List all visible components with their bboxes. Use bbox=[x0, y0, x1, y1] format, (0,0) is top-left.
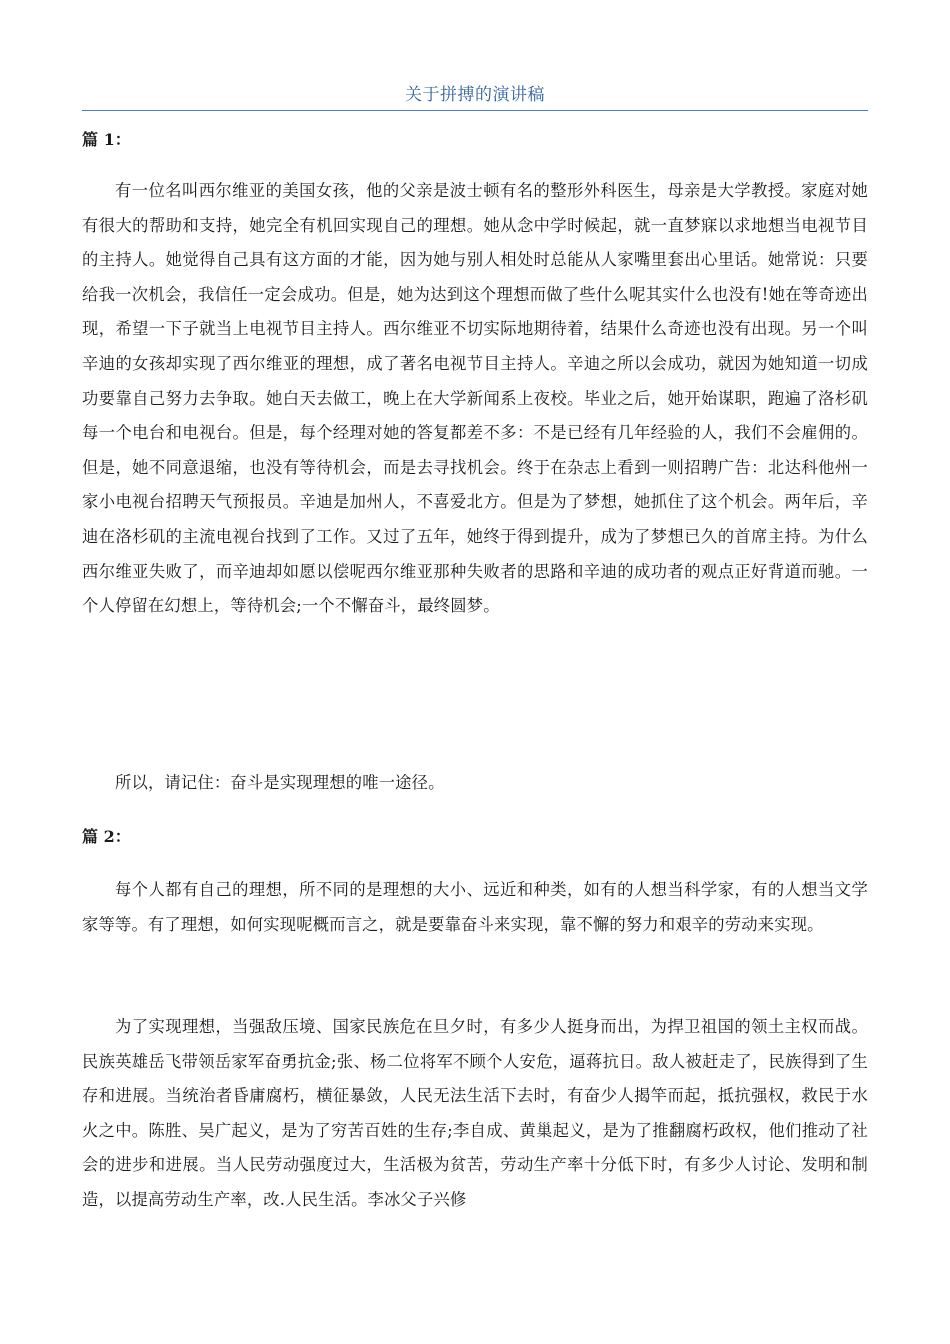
paragraph: 所以，请记住：奋斗是实现理想的唯一途径。 bbox=[115, 773, 445, 792]
document-header bbox=[82, 82, 868, 111]
document-title: 关于拼搏的演讲稿 bbox=[405, 85, 545, 105]
paragraph: 有一位名叫西尔维亚的美国女孩，他的父亲是波士顿有名的整形外科医生，母亲是大学教授。家庭对她有很大的帮助和支持，她完全有机回实现自己的理想。她从念中学时候起，就一直梦寐以求地想当电视节目的主持人。她觉得自己具有这方面的才能，因为她与别人相处时总能从人家嘴里套出心里话。她常说：只要给我一次机会，我信任一定会成功。但是，她为达到这个理想而做了些什么呢其实什么也没有!她在等奇迹出现，希望一下子就当上电视节目主持人。西尔维亚不切实际地期待着，结果什么奇迹也没有出现。另一个叫辛迪的女孩却实现了西尔维亚的理想，成了著名电视节目主持人。辛迪之所以会成功，就因为她知道一切成功要靠自己努力去争取。她白天去做工，晚上在大学新闻系上夜校。毕业之后，她开始谋职，跑遍了洛杉矶每一个电台和电视台。但是，每个经理对她的答复都差不多：不是已经有几年经验的人，我们不会雇佣的。但是，她不同意退缩，也没有等待机会，而是去寻找机会。终于在杂志上看到一则招聘广告：北达科他州一家小电视台招聘天气预报员。辛迪是加州人，不喜爱北方。但是为了梦想，她抓住了这个机会。两年后，辛迪在洛杉矶的主流电视台找到了工作。又过了五年，她终于得到提升，成为了梦想已久的首席主持。为什么西尔维亚失败了，而辛迪却如愿以偿呢西尔维亚那种失败者的思路和辛迪的成功者的观点正好背道而驰。一个人停留在幻想上，等待机会;一个不懈奋斗，最终圆梦。 bbox=[82, 181, 868, 616]
section-heading-1: 篇 1： bbox=[82, 130, 131, 149]
paragraph: 为了实现理想，当强敌压境、国家民族危在旦夕时，有多少人挺身而出，为捍卫祖国的领土主权而战。民族英雄岳飞带领岳家军奋勇抗金;张、杨二位将军不顾个人安危，逼蒋抗日。敌人被赶走了，民族得到了生存和进展。当统治者昏庸腐朽，横征暴敛，人民无法生活下去时，有奋少人揭竿而起，抵抗强权，救民于水火之中。陈胜、吴广起义，是为了穷苦百姓的生存;李自成、黄巢起义，是为了推翻腐朽政权，他们推动了社会的进步和进展。当人民劳动强度过大，生活极为贫苦，劳动生产率十分低下时，有多少人讨论、发明和制造，以提高劳动生产率，改.人民生活。李冰父子兴修 bbox=[82, 1017, 868, 1209]
section-heading-2: 篇 2： bbox=[82, 827, 131, 846]
paragraph: 每个人都有自己的理想，所不同的是理想的大小、远近和种类，如有的人想当科学家，有的人想当文学家等等。有了理想，如何实现呢概而言之，就是要靠奋斗来实现，靠不懈的努力和艰辛的劳动来实现。 bbox=[82, 880, 868, 934]
